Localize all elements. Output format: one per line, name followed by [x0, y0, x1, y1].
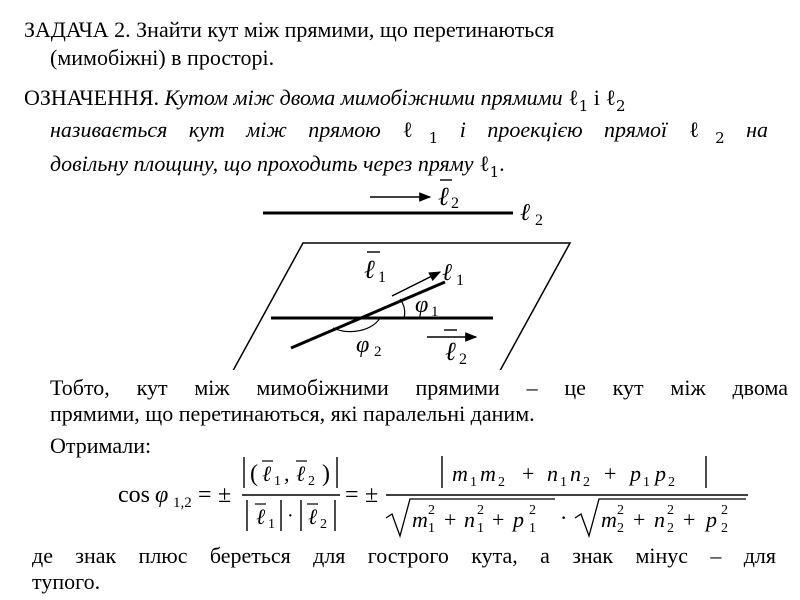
svg-text:2: 2: [498, 475, 505, 490]
formula-pm-1: ±: [218, 482, 232, 508]
definition-text-2: називається кут між прямою: [50, 117, 381, 142]
svg-text:(: (: [250, 461, 258, 487]
period: .: [499, 151, 505, 176]
formula-phi-sub: 1,2: [173, 495, 192, 511]
svg-text:m: m: [601, 507, 617, 532]
svg-text:1: 1: [470, 475, 477, 490]
svg-text:+: +: [444, 507, 457, 532]
svg-text:2: 2: [617, 503, 624, 518]
svg-text:2: 2: [721, 503, 728, 518]
definition-line-1: [24, 84, 772, 120]
formula-cos: cos: [118, 482, 150, 508]
svg-text:ℓ: ℓ: [262, 461, 272, 486]
svg-text:1: 1: [477, 521, 484, 536]
formula-phi: φ: [155, 482, 169, 508]
line-l2-sub: 2: [535, 212, 543, 229]
svg-text:ℓ: ℓ: [296, 461, 306, 486]
task-title: ЗАДАЧА 2. Знайти кут між прямими, що перетинаються: [24, 17, 555, 42]
plane: [229, 243, 570, 370]
symbol-l2: [688, 118, 725, 147]
ell-glyph: ℓ: [688, 118, 716, 143]
svg-text:1: 1: [268, 517, 275, 532]
vector-l1-sub: 1: [378, 269, 386, 286]
angle-phi2-sub: 2: [374, 344, 382, 360]
svg-text:2: 2: [668, 475, 675, 490]
angle-phi2-label: φ: [356, 332, 370, 358]
line-l1-sub: 1: [456, 272, 464, 289]
svg-text:2: 2: [477, 503, 484, 518]
svg-text:+: +: [633, 507, 646, 532]
skew-lines-diagram: [0, 170, 800, 370]
explanation-line-2: прямими, що перетинаються, які паралельні даним.: [50, 401, 535, 426]
svg-text:2: 2: [617, 521, 624, 536]
svg-text:1: 1: [529, 521, 536, 536]
formula-eq-2: =: [345, 482, 359, 508]
conclusion-line-2: тупого.: [32, 569, 101, 594]
formula-pm-2: ±: [365, 482, 379, 508]
ell-glyph: ℓ: [605, 86, 616, 111]
formula-eq-1: =: [198, 482, 212, 508]
sub-1: 1: [489, 163, 500, 181]
vector-l2-proj-label: ℓ: [445, 337, 456, 366]
svg-text:,: ,: [284, 461, 290, 486]
conclusion-line-1: де знак плюс береться для гострого кута, а знак мінус – для: [32, 543, 776, 568]
symbol-l1: [568, 86, 589, 115]
svg-text:+: +: [492, 507, 505, 532]
definition-text-3: довільну площину, що проходить через пряму: [50, 151, 474, 176]
sub-2: 2: [615, 97, 626, 115]
numerator: [452, 461, 675, 490]
definition-line-2: [50, 116, 768, 152]
definition-head: ОЗНАЧЕННЯ.: [24, 85, 160, 110]
svg-text:2: 2: [320, 517, 327, 532]
svg-text:m: m: [480, 461, 496, 486]
svg-text:p: p: [630, 461, 641, 486]
svg-text:1: 1: [643, 475, 650, 490]
svg-text:n: n: [464, 507, 475, 532]
svg-text:·: ·: [560, 505, 568, 530]
task-title-cont: (мимобіжні) в просторі.: [50, 45, 275, 70]
sub-1: 1: [578, 97, 589, 115]
svg-text:1: 1: [428, 521, 435, 536]
ell-glyph: ℓ: [479, 152, 490, 177]
svg-text:·: ·: [287, 505, 294, 527]
line-l1-label: ℓ: [442, 260, 452, 286]
angle-formula: [0, 450, 800, 548]
vector-l2-label: ℓ: [438, 182, 449, 211]
svg-text:2: 2: [721, 521, 728, 536]
angle-phi1-sub: 1: [431, 304, 439, 320]
sub-2: 2: [715, 129, 725, 147]
ell-glyph: ℓ: [568, 86, 579, 111]
svg-text:ℓ: ℓ: [308, 504, 318, 529]
denominator: [386, 499, 746, 536]
svg-text:n: n: [547, 461, 558, 486]
explanation-line-1: Тобто, кут між мимобіжними прямими – це кут між двома: [50, 375, 788, 400]
and-word: і: [593, 85, 600, 110]
vector-l1-label: ℓ: [364, 255, 375, 284]
symbol-l2: [605, 86, 626, 115]
line-l2-label: ℓ: [520, 200, 530, 226]
svg-text:p: p: [706, 507, 717, 532]
svg-text:p: p: [513, 507, 524, 532]
definition-text-2c: на: [746, 117, 769, 142]
obtained-label: Отримали:: [50, 433, 152, 458]
svg-text:1: 1: [560, 475, 567, 490]
svg-text:2: 2: [667, 521, 674, 536]
angle-phi1-label: φ: [415, 292, 429, 318]
definition-text-1: Кутом між двома мимобіжними прямими: [164, 85, 563, 110]
svg-text:m: m: [452, 461, 468, 486]
symbol-l1: [402, 118, 439, 147]
vector-l2-proj-sub: 2: [459, 351, 467, 368]
svg-text:2: 2: [667, 503, 674, 518]
svg-text:2: 2: [428, 503, 435, 518]
svg-text:2: 2: [583, 475, 590, 490]
definition-text-2b: і проекцією прямої: [459, 117, 668, 142]
svg-text:+: +: [522, 461, 535, 486]
svg-text:n: n: [570, 461, 581, 486]
svg-text:+: +: [604, 461, 617, 486]
svg-text:1: 1: [274, 474, 281, 489]
svg-text:n: n: [654, 507, 665, 532]
svg-text:m: m: [412, 507, 428, 532]
vector-l2-sub: 2: [451, 195, 459, 212]
svg-text:ℓ: ℓ: [256, 504, 266, 529]
svg-text:p: p: [655, 461, 666, 486]
svg-text:2: 2: [308, 474, 315, 489]
svg-text:+: +: [683, 507, 696, 532]
sub-1: 1: [428, 129, 439, 147]
svg-text:): ): [322, 461, 330, 487]
ell-glyph: ℓ: [402, 118, 429, 143]
svg-text:2: 2: [529, 503, 536, 518]
